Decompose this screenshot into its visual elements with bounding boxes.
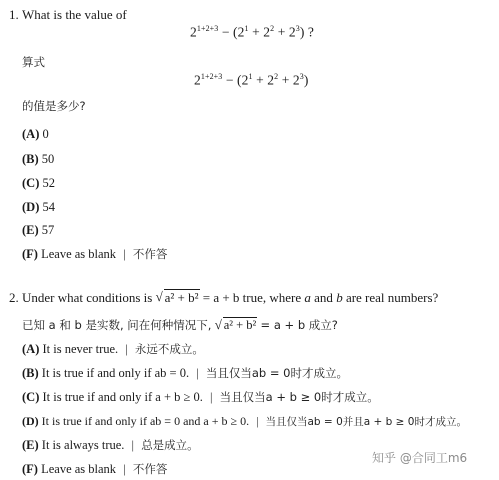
option-2d[interactable]	[22, 415, 467, 428]
option-2b[interactable]	[22, 367, 348, 380]
calc-label: 算式	[22, 55, 45, 69]
radicand: a² + b²	[164, 290, 199, 305]
option-text: It is true if and only if ab = 0 and a + b ≥ 0.	[41, 414, 250, 428]
option-1b[interactable]	[22, 153, 54, 166]
option-text: Leave as blank	[41, 462, 117, 476]
question-2-text-post: are real numbers?	[342, 290, 439, 305]
option-1a[interactable]	[22, 128, 49, 141]
question-1-number: 1.	[9, 7, 19, 22]
question-2-text	[22, 291, 438, 304]
option-zh: 不作答	[132, 247, 168, 261]
separator: |	[131, 438, 135, 452]
option-text: 57	[41, 223, 55, 237]
option-1c[interactable]	[22, 177, 55, 190]
option-1d[interactable]	[22, 201, 55, 214]
option-zh: 当且仅当a + b ≥ 0时才成立。	[219, 390, 379, 404]
question-2-number: 2.	[9, 290, 19, 305]
question-2-text-pre: Under what conditions is	[22, 290, 153, 305]
option-2a[interactable]	[22, 343, 204, 356]
question-1-formula: $2^{1+2+3} - (2^1 + 2^2 + 2^3)$ ?	[190, 24, 315, 40]
option-text: It is true if and only if ab = 0.	[41, 366, 190, 380]
separator: |	[123, 462, 126, 476]
separator: |	[125, 342, 128, 356]
option-letter: (A)	[22, 127, 40, 141]
option-letter: (C)	[22, 176, 40, 190]
option-text: 52	[42, 176, 55, 190]
option-letter: (D)	[22, 414, 39, 428]
option-zh: 总是成立。	[141, 438, 199, 452]
separator: |	[256, 414, 259, 428]
option-letter: (E)	[22, 438, 39, 452]
radicand-zh: a² + b²	[223, 318, 257, 332]
option-1f[interactable]	[22, 248, 167, 261]
option-letter: (F)	[22, 247, 38, 261]
sqrt-expression	[156, 291, 200, 304]
option-1e[interactable]	[22, 224, 54, 237]
sqrt-expression-zh	[215, 319, 258, 332]
option-zh: 当且仅当ab = 0时才成立。	[205, 366, 348, 380]
option-2f[interactable]	[22, 463, 167, 476]
option-text: It is true if and only if a + b ≥ 0.	[42, 390, 203, 404]
option-letter: (F)	[22, 462, 38, 476]
option-text: It is never true.	[42, 342, 119, 356]
option-letter: (C)	[22, 390, 40, 404]
option-letter: (A)	[22, 342, 40, 356]
option-2c[interactable]	[22, 391, 379, 404]
question-2-zh	[22, 318, 338, 332]
option-2e[interactable]	[22, 439, 199, 452]
var-a: a	[304, 290, 311, 305]
option-text: It is always true.	[41, 438, 125, 452]
option-letter: (B)	[22, 152, 39, 166]
option-zh: 当且仅当ab = 0并且a + b ≥ 0时才成立。	[265, 416, 467, 428]
question-2-zh-post: = a + b 成立?	[260, 318, 338, 332]
zhihu-watermark: 知乎 @合同工m6	[372, 451, 468, 465]
option-text: 50	[41, 152, 55, 166]
option-letter: (E)	[22, 223, 39, 237]
question-2-text-and: and	[310, 290, 337, 305]
option-text: 54	[42, 200, 55, 214]
option-text: Leave as blank	[41, 247, 117, 261]
separator: |	[123, 247, 126, 261]
question-1-text: What is the value of	[22, 7, 127, 22]
question-2-text-eq: = a + b true, where	[199, 290, 305, 305]
option-text: 0	[42, 127, 49, 141]
separator: |	[196, 366, 199, 380]
option-zh: 永远不成立。	[134, 342, 204, 356]
separator: |	[210, 390, 213, 404]
question-1-zh: 的值是多少?	[22, 99, 86, 113]
option-letter: (D)	[22, 200, 40, 214]
option-zh: 不作答	[132, 462, 168, 476]
option-letter: (B)	[22, 366, 39, 380]
question-2-zh-pre: 已知 a 和 b 是实数, 问在何种情况下,	[22, 318, 212, 332]
question-1-formula-zh: $2^{1+2+3} - (2^1 + 2^2 + 2^3)$	[194, 72, 309, 88]
var-b: b	[336, 290, 343, 305]
